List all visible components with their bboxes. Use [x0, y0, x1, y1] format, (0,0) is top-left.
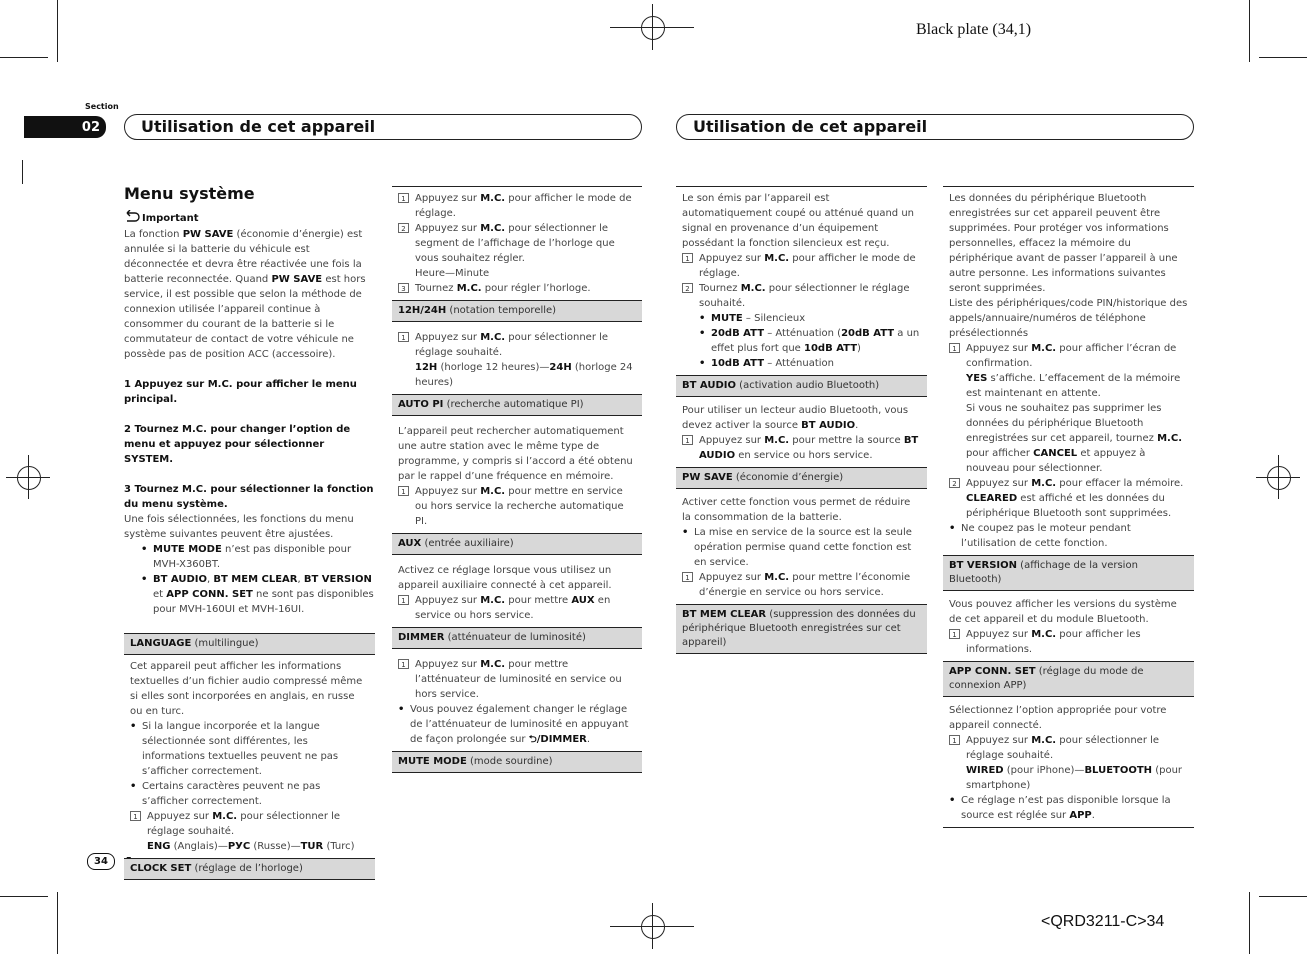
crop-mark	[57, 0, 58, 62]
h12-content	[392, 322, 642, 394]
btaudio-content	[676, 397, 927, 467]
column-1	[124, 184, 375, 880]
mute-content	[676, 186, 927, 375]
step-item: 1 Appuyez sur M.C. pour mettre l’atténuateur de luminosité en service ou hors service.	[398, 657, 636, 702]
btmem-sub: Si vous ne souhaitez pas supprimer les données du périphérique Bluetooth enregistrées sur cet appareil, tournez M.C. pour afficher CANCEL et appuyez à nouveau pour sélectionner.	[966, 403, 1182, 474]
autopi-content	[392, 416, 642, 533]
header-right-title: Utilisation de cet appareil	[693, 117, 928, 136]
setting-bar-btmem: BT MEM CLEAR (suppression des données du périphérique Bluetooth enregistrées sur cet appareil)	[676, 604, 927, 654]
step-item: 1 Appuyez sur M.C. pour sélectionner le réglage souhaité.	[130, 809, 369, 839]
registration-line	[652, 903, 653, 949]
btver-content	[943, 591, 1194, 661]
step-item: 1 Appuyez sur M.C. pour afficher l’écran de confirmation.	[949, 341, 1188, 371]
list-item: • 10dB ATT – Atténuation	[699, 358, 834, 369]
app-text: Sélectionnez l’option appropriée pour votre appareil connecté.	[949, 705, 1167, 731]
page-number: 34	[87, 853, 115, 870]
btmem-text: Les données du périphérique Bluetooth enregistrées sur cet appareil peuvent être supprimées. Pour protéger vos informations personnelles, effacez la mémoire du périphérique avant de passer l’appareil à une autre personne. Les informations suivantes seront supprimées.	[949, 193, 1178, 294]
list-item: • Certains caractères peuvent ne pas s’afficher correctement.	[130, 781, 321, 807]
footer-code: <QRD3211-C>34	[1041, 913, 1165, 930]
list-item: • 20dB ATT – Atténuation (20dB ATT a un effet plus fort que 10dB ATT)	[699, 328, 920, 354]
setting-bar-aux: AUX (entrée auxiliaire)	[392, 533, 642, 555]
list-item: • Ce réglage n’est pas disponible lorsque la source est réglée sur APP.	[949, 795, 1171, 821]
step-item: 2 Tournez M.C. pour sélectionner le réglage souhaité.	[682, 281, 921, 311]
step-item: 2 Appuyez sur M.C. pour sélectionner le segment de l’affichage de l’horloge que vous souhaitez régler.	[398, 221, 636, 266]
aux-content	[392, 555, 642, 627]
language-options: ENG (Anglais)—РУС (Russe)—TUR (Turc)	[147, 841, 355, 852]
setting-bar-mute: MUTE MODE (mode sourdine)	[392, 751, 642, 773]
app-options: WIRED (pour iPhone)—BLUETOOTH (pour smartphone)	[966, 765, 1183, 791]
pwsave-content	[676, 489, 927, 604]
column-3	[676, 186, 927, 654]
mute-text: Le son émis par l’appareil est automatiquement coupé ou atténué quand un signal en provenance d’un équipement possédant la fonction silencieux est reçu.	[682, 193, 914, 249]
crop-mark	[57, 892, 58, 954]
setting-bar-clock: CLOCK SET (réglage de l’horloge)	[124, 858, 375, 880]
clock-sub: Heure—Minute	[415, 268, 490, 279]
step-item: 1 Appuyez sur M.C. pour afficher le mode de réglage.	[398, 191, 636, 221]
step-item: 1 Appuyez sur M.C. pour sélectionner le réglage souhaité.	[398, 330, 636, 360]
btmem-content	[943, 186, 1194, 555]
pwsave-text: Activer cette fonction vous permet de réduire la consommation de la batterie.	[682, 497, 911, 523]
step-item: 2 Appuyez sur M.C. pour effacer la mémoire.	[949, 476, 1188, 491]
registration-mark	[641, 915, 665, 939]
crop-mark	[1249, 0, 1250, 62]
step-item: 1 Appuyez sur M.C. pour mettre en service ou hors service la recherche automatique PI.	[398, 484, 636, 529]
autopi-text: L’appareil peut rechercher automatiquement une autre station avec le même type de programme, y compris si l’accord a été obtenu par le rappel d’une fréquence en mémoire.	[398, 426, 633, 482]
btaudio-text: Pour utiliser un lecteur audio Bluetooth, vous devez activer la source BT AUDIO.	[682, 405, 909, 431]
important-label: Important	[142, 213, 199, 224]
plate-label: Black plate (34,1)	[916, 21, 1032, 38]
list-item: • MUTE MODE n’est pas disponible pour MVH-X360BT.	[141, 544, 352, 570]
app-content	[943, 697, 1194, 828]
setting-bar-dimmer: DIMMER (atténuateur de luminosité)	[392, 627, 642, 649]
dimmer-content	[392, 649, 642, 751]
registration-line	[1278, 455, 1279, 499]
crop-mark	[1249, 892, 1250, 954]
setting-bar-appconn: APP CONN. SET (réglage du mode de connexion APP)	[943, 661, 1194, 697]
language-text: Cet appareil peut afficher les informations textuelles d’un fichier audio compressé même si elles sont incorporées en anglais, en russe ou en turc.	[130, 661, 363, 717]
step-3-text: Une fois sélectionnées, les fonctions du menu système suivantes peuvent être ajustées.	[124, 514, 354, 540]
setting-bar-btaudio: BT AUDIO (activation audio Bluetooth)	[676, 375, 927, 397]
btver-text: Vous pouvez afficher les versions du système de cet appareil et du module Bluetooth.	[949, 599, 1177, 625]
step-2: 2 Tournez M.C. pour changer l’option de menu et appuyez pour sélectionner SYSTEM.	[124, 424, 351, 465]
setting-bar-language: LANGUAGE (multilingue)	[124, 633, 375, 655]
registration-line	[28, 455, 29, 499]
section-title: Menu système	[124, 184, 255, 203]
list-item: • Ne coupez pas le moteur pendant l’utilisation de cette fonction.	[949, 523, 1131, 549]
registration-mark	[641, 16, 665, 40]
step-item: 1 Appuyez sur M.C. pour afficher les informations.	[949, 627, 1188, 657]
setting-bar-pwsave: PW SAVE (économie d’énergie)	[676, 467, 927, 489]
important-icon	[124, 210, 142, 227]
column-4	[943, 186, 1194, 828]
important-text: La fonction PW SAVE (économie d’énergie) est annulée si la batterie du véhicule est déconnectée et devra être réactivée une fois la batterie reconnectée. Quand PW SAVE est hors service, il est possible que selon la méthode de connexion utilisée l’appareil continue à consommer du courant de la batterie si le commutateur de contact de votre véhicule ne possède pas de position ACC (accessoire).	[124, 229, 366, 360]
crop-mark	[0, 896, 48, 897]
step-item: 3 Tournez M.C. pour régler l’horloge.	[398, 281, 636, 296]
step-item: 1 Appuyez sur M.C. pour mettre la source BT AUDIO en service ou hors service.	[682, 433, 921, 463]
section-number: 02	[24, 116, 106, 138]
step-item: 1 Appuyez sur M.C. pour mettre AUX en service ou hors service.	[398, 593, 636, 623]
step-item: 1 Appuyez sur M.C. pour afficher le mode de réglage.	[682, 251, 921, 281]
list-item: • Vous pouvez également changer le réglage de l’atténuateur de luminosité en appuyant de façon prolongée sur ⮌/DIMMER.	[398, 704, 629, 745]
important-note	[124, 210, 375, 227]
setting-bar-12h24h: 12H/24H (notation temporelle)	[392, 300, 642, 322]
crop-mark	[0, 57, 48, 58]
list-item: • BT AUDIO, BT MEM CLEAR, BT VERSION et APP CONN. SET ne sont pas disponibles pour MVH-160UI et MVH-16UI.	[141, 574, 374, 615]
step-item: 1 Appuyez sur M.C. pour sélectionner le réglage souhaité.	[949, 733, 1188, 763]
btmem-sub: CLEARED est affiché et les données du périphérique Bluetooth sont supprimées.	[966, 493, 1172, 519]
language-content	[124, 655, 375, 858]
clock-content	[392, 186, 642, 300]
step-item: 1 Appuyez sur M.C. pour mettre l’économie d’énergie en service ou hors service.	[682, 570, 921, 600]
header-right	[676, 114, 1194, 140]
section-label: Section	[85, 102, 119, 111]
header-left-title: Utilisation de cet appareil	[141, 117, 376, 136]
aux-text: Activez ce réglage lorsque vous utilisez un appareil auxiliaire connecté à cet appareil.	[398, 565, 612, 591]
step-3: 3 Tournez M.C. pour sélectionner la fonction du menu système.	[124, 484, 374, 510]
list-item: • MUTE – Silencieux	[699, 313, 806, 324]
crop-mark	[1259, 57, 1307, 58]
btmem-sub: YES s’affiche. L’effacement de la mémoire est maintenant en attente.	[966, 373, 1181, 399]
registration-mark	[1267, 466, 1291, 490]
list-item: • La mise en service de la source est la seule opération permise quand cette fonction est en service.	[682, 527, 912, 568]
header-left	[124, 114, 642, 140]
column-2	[392, 186, 642, 773]
btmem-text-2: Liste des périphériques/code PIN/historique des appels/annuaire/numéros de téléphone présélectionnés	[949, 298, 1188, 339]
setting-bar-btversion: BT VERSION (affichage de la version Bluetooth)	[943, 555, 1194, 591]
registration-mark	[17, 466, 41, 490]
step-1: 1 Appuyez sur M.C. pour afficher le menu principal.	[124, 379, 357, 405]
crop-mark	[22, 160, 23, 184]
setting-bar-autopi: AUTO PI (recherche automatique PI)	[392, 394, 642, 416]
crop-mark	[1259, 896, 1307, 897]
registration-line	[652, 4, 653, 50]
h12-options: 12H (horloge 12 heures)—24H (horloge 24 heures)	[415, 362, 633, 388]
list-item: • Si la langue incorporée et la langue sélectionnée sont différentes, les informations textuelles peuvent ne pas s’afficher correctement.	[130, 721, 339, 777]
